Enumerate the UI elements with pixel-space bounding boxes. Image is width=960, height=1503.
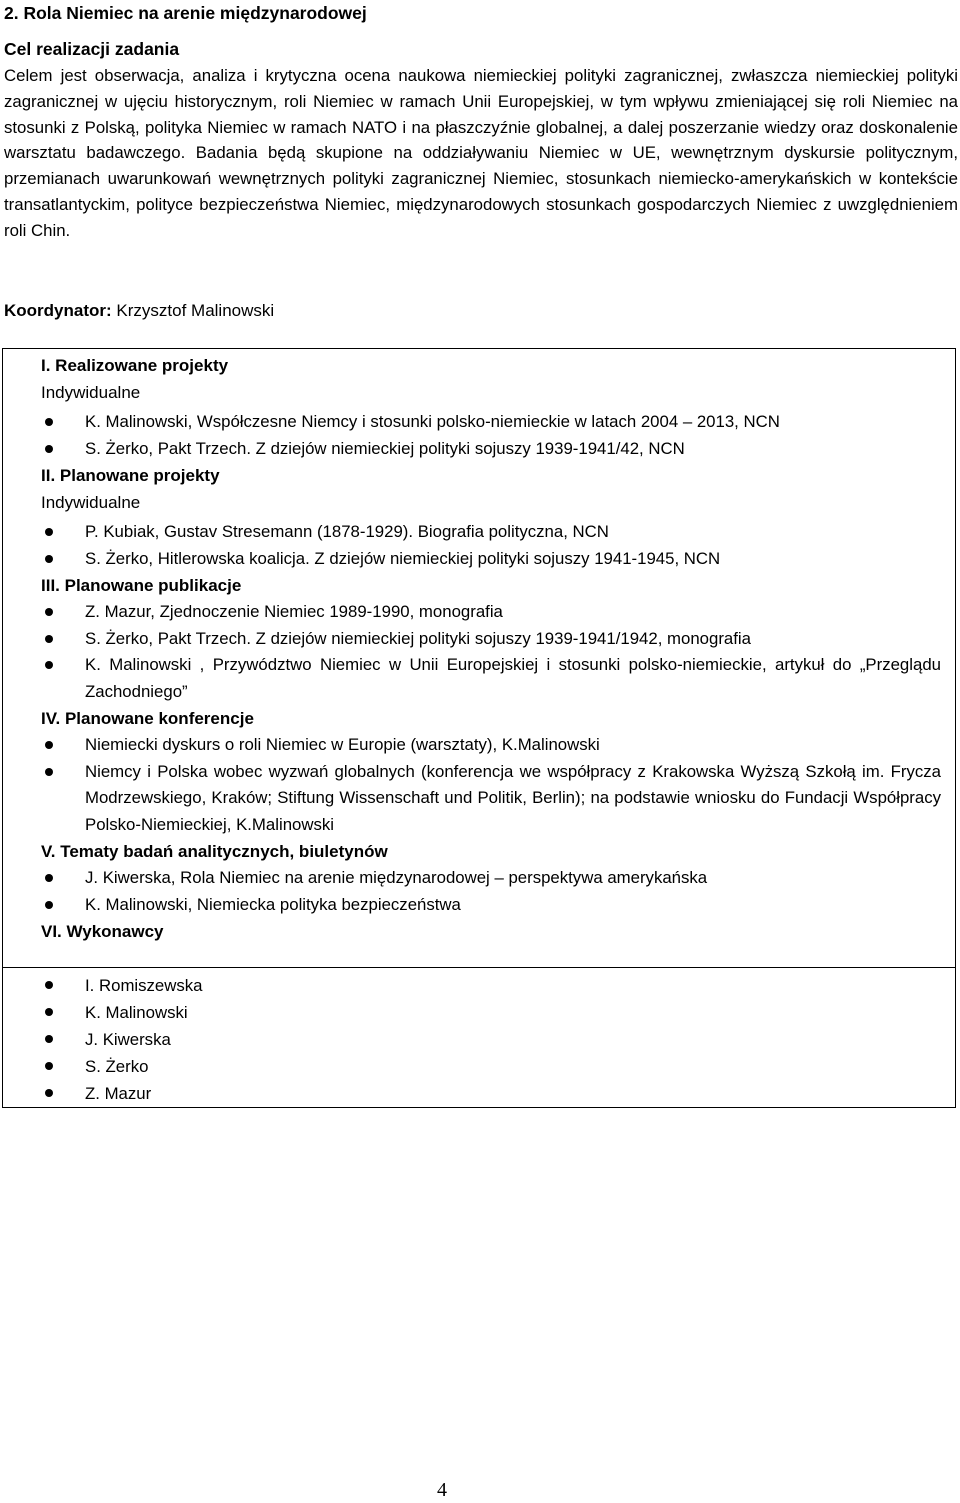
subheading-individual: Indywidualne bbox=[41, 383, 141, 402]
coordinator-label: Koordynator: bbox=[4, 301, 112, 320]
list-item: Z. Mazur, Zjednoczenie Niemiec 1989-1990, monografia bbox=[41, 599, 955, 626]
contractors-list bbox=[41, 972, 955, 1107]
heading-research-topics: V. Tematy badań analitycznych, biuletynów bbox=[41, 842, 388, 861]
planned-conferences-list bbox=[41, 732, 955, 838]
list-item: K. Malinowski , Przywództwo Niemiec w Unii Europejskiej i stosunki polsko-niemieckie, artykuł do „Przeglądu Zachodniego” bbox=[41, 652, 955, 705]
list-item: S. Żerko, Hitlerowska koalicja. Z dziejów niemieckiej polityki sojuszy 1941-1945, NCN bbox=[41, 546, 955, 573]
heading-planned-publications: III. Planowane publikacje bbox=[41, 576, 242, 595]
contractors-table-cell bbox=[2, 968, 956, 1108]
section-title: 2. Rola Niemiec na arenie międzynarodowej bbox=[4, 3, 367, 23]
heading-planned-conferences: IV. Planowane konferencje bbox=[41, 709, 254, 728]
list-item: S. Żerko, Pakt Trzech. Z dziejów niemieckiej polityki sojuszy 1939-1941/42, NCN bbox=[41, 436, 955, 463]
research-topics-list bbox=[41, 865, 955, 918]
list-item: K. Malinowski, Niemiecka polityka bezpieczeństwa bbox=[41, 892, 955, 919]
list-item: J. Kiwerska, Rola Niemiec na arenie międzynarodowej – perspektywa amerykańska bbox=[41, 865, 955, 892]
page-number: 4 bbox=[437, 1479, 447, 1501]
goal-paragraph: Celem jest obserwacja, analiza i krytyczna ocena naukowa niemieckiej polityki zagranicznej, zwłaszcza niemieckiej polityki zagranicznej w ujęciu historycznym, roli Niemiec w ramach Unii Europejskiej, w tym wpływu zmieniającej się roli Niemiec na stosunki z Polską, polityka Niemiec w ramach NATO i na płaszczyźnie globalnej, a dalej poszerzanie wiedzy oraz doskonalenie warsztatu badawczego. Badania będą skupione na oddziaływaniu Niemiec w UE, wewnętrznym dyskursie politycznym, przemianach uwarunkowań wewnętrznych polityki zagranicznej Niemiec, stosunkach niemiecko-amerykańskich w kontekście transatlantyckim, polityce bezpieczeństwa Niemiec, międzynarodowych stosunkach gospodarczych Niemiec z uwzględnieniem roli Chin. bbox=[4, 66, 958, 240]
heading-planned-projects: II. Planowane projekty bbox=[41, 466, 220, 485]
planned-publications-list bbox=[41, 599, 955, 705]
list-item: S. Żerko, Pakt Trzech. Z dziejów niemieckiej polityki sojuszy 1939-1941/1942, monografia bbox=[41, 626, 955, 653]
list-item: P. Kubiak, Gustav Stresemann (1878-1929). Biografia polityczna, NCN bbox=[41, 519, 955, 546]
coordinator-line bbox=[4, 298, 274, 324]
projects-table bbox=[2, 348, 956, 968]
list-item: S. Żerko bbox=[41, 1053, 955, 1080]
list-item: Z. Mazur bbox=[41, 1080, 955, 1107]
goal-heading: Cel realizacji zadania bbox=[4, 39, 180, 59]
list-item: Niemcy i Polska wobec wyzwań globalnych (konferencja we współpracy z Krakowska Wyższą Szkołą im. Frycza Modrzewskiego, Kraków; Stiftung Wissenschaft und Politik, Berlin); na podstawie wniosku do Fundacji Współpracy Polsko-Niemieckiej, K.Malinowski bbox=[41, 759, 955, 839]
list-item: I. Romiszewska bbox=[41, 972, 955, 999]
realized-projects-list bbox=[41, 409, 955, 462]
list-item: Niemiecki dyskurs o roli Niemiec w Europie (warsztaty), K.Malinowski bbox=[41, 732, 955, 759]
subheading-individual: Indywidualne bbox=[41, 493, 141, 512]
list-item: J. Kiwerska bbox=[41, 1026, 955, 1053]
coordinator-name: Krzysztof Malinowski bbox=[116, 301, 275, 320]
list-item: K. Malinowski, Współczesne Niemcy i stosunki polsko-niemieckie w latach 2004 – 2013, NCN bbox=[41, 409, 955, 436]
heading-contractors: VI. Wykonawcy bbox=[41, 922, 164, 941]
list-item: K. Malinowski bbox=[41, 999, 955, 1026]
planned-projects-list bbox=[41, 519, 955, 572]
heading-realized-projects: I. Realizowane projekty bbox=[41, 356, 229, 375]
